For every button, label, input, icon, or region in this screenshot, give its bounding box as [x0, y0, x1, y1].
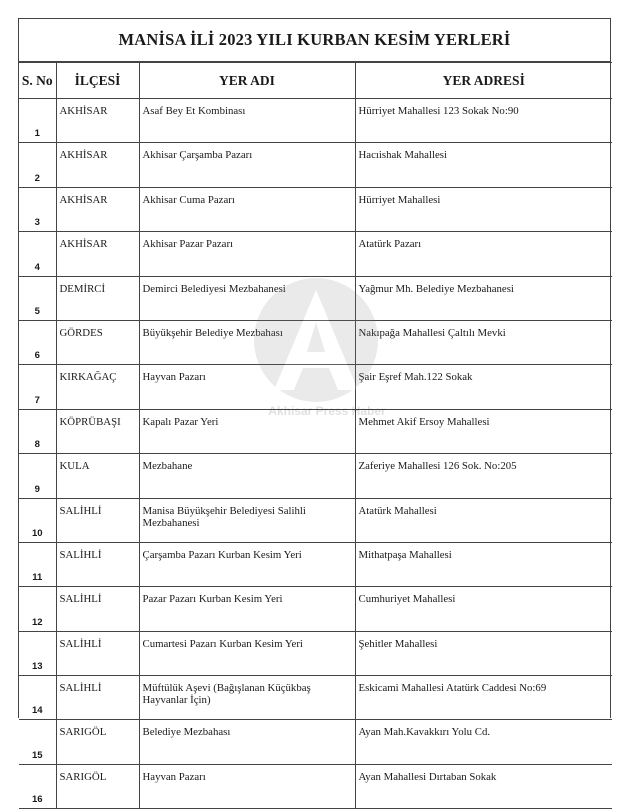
cell-no [19, 454, 56, 498]
row-number: 5 [34, 305, 40, 317]
cell-no [19, 498, 56, 542]
table-row [19, 720, 612, 764]
cell-place: Hayvan Pazarı [139, 365, 355, 409]
cell-no [19, 631, 56, 675]
cell-no [19, 320, 56, 364]
cell-no [19, 99, 56, 143]
table-row [19, 187, 612, 231]
cell-place: Demirci Belediyesi Mezbahanesi [139, 276, 355, 320]
cell-address: Mehmet Akif Ersoy Mahallesi [355, 409, 612, 453]
table-row [19, 498, 612, 542]
cell-address: Eskicami Mahallesi Atatürk Caddesi No:69 [355, 676, 612, 720]
cell-district: AKHİSAR [56, 143, 139, 187]
row-number: 2 [34, 172, 40, 184]
cell-address: Şehitler Mahallesi [355, 631, 612, 675]
row-number: 3 [34, 217, 40, 229]
cell-district: AKHİSAR [56, 232, 139, 276]
cell-place: Akhisar Pazar Pazarı [139, 232, 355, 276]
header-no: S. No [19, 63, 56, 99]
cell-address: Atatürk Pazarı [355, 232, 612, 276]
cell-no [19, 276, 56, 320]
table-row [19, 409, 612, 453]
cell-district: SARIGÖL [56, 720, 139, 764]
cell-district: SALİHLİ [56, 587, 139, 631]
cell-district: KIRKAĞAÇ [56, 365, 139, 409]
cell-district: KÖPRÜBAŞI [56, 409, 139, 453]
cell-district: DEMİRCİ [56, 276, 139, 320]
cell-address: Mithatpaşa Mahallesi [355, 542, 612, 586]
cell-no [19, 143, 56, 187]
row-number: 13 [31, 661, 43, 673]
row-number: 7 [34, 394, 40, 406]
cell-no [19, 409, 56, 453]
cell-address: Cumhuriyet Mahallesi [355, 587, 612, 631]
header-district: İLÇESİ [56, 63, 139, 99]
cell-address: Ayan Mah.Kavakkırı Yolu Cd. [355, 720, 612, 764]
table-row [19, 587, 612, 631]
slaughter-places-table [19, 62, 612, 809]
cell-district: GÖRDES [56, 320, 139, 364]
cell-address: Yağmur Mh. Belediye Mezbahanesi [355, 276, 612, 320]
table-row [19, 143, 612, 187]
header-place: YER ADI [139, 63, 355, 99]
cell-no [19, 542, 56, 586]
table-row [19, 631, 612, 675]
cell-no [19, 676, 56, 720]
cell-address: Atatürk Mahallesi [355, 498, 612, 542]
cell-place: Kapalı Pazar Yeri [139, 409, 355, 453]
row-number: 11 [32, 572, 43, 584]
cell-no [19, 365, 56, 409]
cell-address: Zaferiye Mahallesi 126 Sok. No:205 [355, 454, 612, 498]
cell-address: Hürriyet Mahallesi [355, 187, 612, 231]
document-title: MANİSA İLİ 2023 YILI KURBAN KESİM YERLERİ [19, 19, 610, 62]
cell-no [19, 232, 56, 276]
header-address: YER ADRESİ [355, 63, 612, 99]
row-number: 16 [31, 794, 43, 806]
cell-place: Belediye Mezbahası [139, 720, 355, 764]
cell-district: SALİHLİ [56, 676, 139, 720]
cell-address: Hacıishak Mahallesi [355, 143, 612, 187]
cell-district: KULA [56, 454, 139, 498]
table-row [19, 676, 612, 720]
cell-place: Müftülük Aşevi (Bağışlanan Küçükbaş Hayvanlar İçin) [139, 676, 355, 720]
row-number: 4 [34, 261, 40, 273]
row-number: 9 [34, 483, 40, 495]
cell-place: Çarşamba Pazarı Kurban Kesim Yeri [139, 542, 355, 586]
row-number: 10 [31, 527, 43, 539]
watermark-text: Akhisar Press Haber [268, 404, 386, 418]
table-row [19, 99, 612, 143]
cell-place: Asaf Bey Et Kombinası [139, 99, 355, 143]
row-number: 1 [34, 128, 40, 140]
cell-place: Hayvan Pazarı [139, 764, 355, 808]
cell-place: Büyükşehir Belediye Mezbahası [139, 320, 355, 364]
table-header-row [19, 63, 612, 99]
table-row [19, 454, 612, 498]
cell-district: SARIGÖL [56, 764, 139, 808]
row-number: 12 [31, 616, 43, 628]
table-row [19, 320, 612, 364]
cell-district: SALİHLİ [56, 542, 139, 586]
cell-district: AKHİSAR [56, 187, 139, 231]
cell-district: AKHİSAR [56, 99, 139, 143]
cell-district: SALİHLİ [56, 498, 139, 542]
table-row [19, 232, 612, 276]
cell-place: Akhisar Cuma Pazarı [139, 187, 355, 231]
document-page [18, 18, 611, 806]
cell-no [19, 720, 56, 764]
cell-place: Mezbahane [139, 454, 355, 498]
cell-place: Akhisar Çarşamba Pazarı [139, 143, 355, 187]
table-row [19, 542, 612, 586]
row-number: 14 [31, 705, 43, 717]
cell-no [19, 187, 56, 231]
cell-no [19, 764, 56, 808]
cell-place: Manisa Büyükşehir Belediyesi Salihli Mezbahanesi [139, 498, 355, 542]
cell-no [19, 587, 56, 631]
cell-district: SALİHLİ [56, 631, 139, 675]
row-number: 8 [34, 439, 40, 451]
cell-place: Pazar Pazarı Kurban Kesim Yeri [139, 587, 355, 631]
cell-address: Şair Eşref Mah.122 Sokak [355, 365, 612, 409]
cell-address: Nakıpağa Mahallesi Çaltılı Mevki [355, 320, 612, 364]
cell-address: Hürriyet Mahallesi 123 Sokak No:90 [355, 99, 612, 143]
cell-address: Ayan Mahallesi Dırtaban Sokak [355, 764, 612, 808]
table-row [19, 764, 612, 808]
row-number: 15 [31, 749, 43, 761]
table-row [19, 365, 612, 409]
row-number: 6 [34, 350, 40, 362]
cell-place: Cumartesi Pazarı Kurban Kesim Yeri [139, 631, 355, 675]
table-row [19, 276, 612, 320]
